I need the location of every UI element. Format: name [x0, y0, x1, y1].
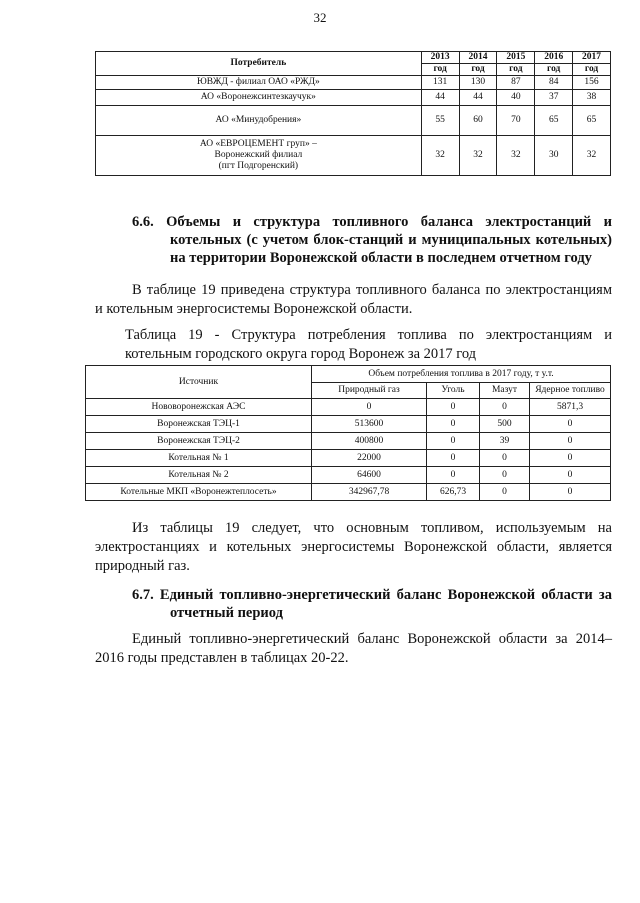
table-cell: 500	[480, 416, 530, 433]
table-cell: 38	[573, 89, 611, 105]
table-cell: 84	[535, 75, 573, 89]
header-volume: Объем потребления топлива в 2017 году, т у.т.	[312, 366, 611, 383]
table-cell: 0	[312, 399, 427, 416]
table-cell: 0	[530, 433, 611, 450]
table-cell: 55	[421, 105, 459, 135]
page-number: 32	[313, 10, 327, 25]
source-name: Котельная № 2	[86, 467, 312, 484]
table-cell: 39	[480, 433, 530, 450]
table-cell: 70	[497, 105, 535, 135]
source-name: Воронежская ТЭЦ-1	[86, 416, 312, 433]
table-cell: 626,73	[427, 484, 480, 501]
source-name: Котельные МКП «Воронежтеплосеть»	[86, 484, 312, 501]
table-cell: 0	[427, 467, 480, 484]
table-row	[96, 135, 611, 175]
table-row	[86, 416, 611, 433]
table-cell: 60	[459, 105, 497, 135]
table-cell: 37	[535, 89, 573, 105]
header-fuel-oil: Мазут	[480, 383, 530, 399]
consumer-name: АО «ЕВРОЦЕМЕНТ груп» – Воронежский филиал (пгт Подгоренский)	[96, 135, 422, 175]
table-header-row	[96, 52, 611, 76]
table-row	[86, 450, 611, 467]
source-name: Воронежская ТЭЦ-2	[86, 433, 312, 450]
table-cell: 342967,78	[312, 484, 427, 501]
table-header-row	[86, 366, 611, 383]
table-row	[86, 433, 611, 450]
fuel-consumption-table	[85, 365, 611, 501]
table-cell: 30	[535, 135, 573, 175]
consumer-name: ЮВЖД - филиал ОАО «РЖД»	[96, 75, 422, 89]
table-cell: 0	[530, 450, 611, 467]
section-6-7-heading: 6.7. Единый топливно-энергетический баланс Воронежской области за отчетный период	[132, 587, 612, 621]
header-year: 2016 год	[535, 52, 573, 76]
table-cell: 64600	[312, 467, 427, 484]
table-cell: 513600	[312, 416, 427, 433]
table-cell: 87	[497, 75, 535, 89]
table-row	[86, 484, 611, 501]
header-year: 2015 год	[497, 52, 535, 76]
table-cell: 0	[427, 416, 480, 433]
table-cell: 22000	[312, 450, 427, 467]
table-cell: 5871,3	[530, 399, 611, 416]
header-year: 2017 год	[573, 52, 611, 76]
table-cell: 32	[421, 135, 459, 175]
table-cell: 0	[427, 450, 480, 467]
table-cell: 0	[480, 467, 530, 484]
header-nuclear-fuel: Ядерное топливо	[530, 383, 611, 399]
table-row	[96, 89, 611, 105]
source-name: Котельная № 1	[86, 450, 312, 467]
header-year: 2014 год	[459, 52, 497, 76]
table-cell: 65	[573, 105, 611, 135]
header-year: 2013 год	[421, 52, 459, 76]
table-row	[96, 75, 611, 89]
paragraph-energy-balance: Единый топливно-энергетический баланс Воронежской области за 2014– 2016 годы представлен в таблицах 20-22.	[95, 631, 612, 666]
table19-caption: Таблица 19 - Структура потребления топлива по электростанциям и котельным городского округа город Воронеж за 2017 год	[125, 327, 612, 362]
paragraph-table19-conclusion: Из таблицы 19 следует, что основным топливом, используемым на электростанциях и котельных энергосистемы Воронежской области, является природный газ.	[95, 520, 612, 574]
table-row	[96, 105, 611, 135]
table-cell: 32	[459, 135, 497, 175]
table-cell: 0	[530, 484, 611, 501]
table-cell: 0	[427, 433, 480, 450]
header-source: Источник	[86, 366, 312, 399]
table-cell: 131	[421, 75, 459, 89]
table-cell: 32	[497, 135, 535, 175]
header-natural-gas: Природный газ	[312, 383, 427, 399]
table-cell: 156	[573, 75, 611, 89]
table-row	[86, 399, 611, 416]
table-cell: 0	[530, 467, 611, 484]
table-cell: 0	[427, 399, 480, 416]
table-cell: 130	[459, 75, 497, 89]
table-cell: 400800	[312, 433, 427, 450]
consumer-name: АО «Воронежсинтезкаучук»	[96, 89, 422, 105]
table-cell: 0	[480, 484, 530, 501]
table-cell: 44	[459, 89, 497, 105]
table-cell: 44	[421, 89, 459, 105]
section-6-6-heading: 6.6. Объемы и структура топливного баланса электростанций и котельных (с учетом блок-станций и муниципальных котельных) на территории Воронежской области в последнем отчетном году	[132, 214, 612, 266]
table-cell: 0	[480, 450, 530, 467]
table-cell: 32	[573, 135, 611, 175]
consumer-table	[95, 51, 611, 176]
paragraph-table19-intro: В таблице 19 приведена структура топливного баланса по электростанциям и котельным энергосистемы Воронежской области.	[95, 282, 612, 317]
table-cell: 65	[535, 105, 573, 135]
table-cell: 40	[497, 89, 535, 105]
header-consumer: Потребитель	[96, 52, 422, 76]
table-row	[86, 467, 611, 484]
table-cell: 0	[480, 399, 530, 416]
source-name: Нововоронежская АЭС	[86, 399, 312, 416]
header-coal: Уголь	[427, 383, 480, 399]
consumer-name: АО «Минудобрения»	[96, 105, 422, 135]
table-cell: 0	[530, 416, 611, 433]
